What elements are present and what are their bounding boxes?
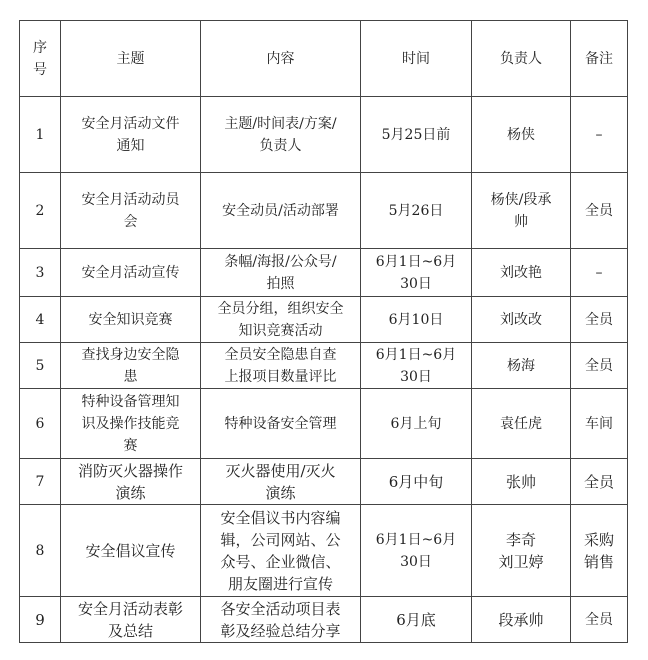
cell-time: 5月25日前	[361, 97, 472, 173]
activity-schedule-table	[19, 20, 628, 643]
cell-index: 6	[20, 389, 61, 459]
cell-time: 6月底	[361, 597, 472, 643]
cell-time: 6月上旬	[361, 389, 472, 459]
cell-remark: 全员	[571, 459, 628, 505]
cell-content: 安全动员/活动部署	[201, 173, 361, 249]
cell-remark: 采购 销售	[571, 505, 628, 597]
header-topic: 主题	[61, 21, 201, 97]
table-row	[20, 597, 628, 643]
cell-time: 6月1日~6月 30日	[361, 343, 472, 389]
cell-remark: –	[571, 249, 628, 297]
header-owner: 负责人	[472, 21, 571, 97]
cell-owner: 杨海	[472, 343, 571, 389]
cell-index: 7	[20, 459, 61, 505]
cell-content: 特种设备安全管理	[201, 389, 361, 459]
cell-topic: 安全月活动宣传	[61, 249, 201, 297]
cell-owner: 袁任虎	[472, 389, 571, 459]
table-row	[20, 343, 628, 389]
cell-time: 6月中旬	[361, 459, 472, 505]
cell-topic: 查找身边安全隐 患	[61, 343, 201, 389]
cell-index: 4	[20, 297, 61, 343]
cell-content: 安全倡议书内容编 辑，公司网站、公 众号、企业微信、 朋友圈进行宣传	[201, 505, 361, 597]
cell-remark: 全员	[571, 343, 628, 389]
cell-content: 灭火器使用/灭火 演练	[201, 459, 361, 505]
cell-topic: 消防灭火器操作 演练	[61, 459, 201, 505]
activity-schedule-table-wrapper	[19, 20, 628, 643]
cell-index: 9	[20, 597, 61, 643]
cell-topic: 安全月活动动员 会	[61, 173, 201, 249]
cell-topic: 安全月活动文件 通知	[61, 97, 201, 173]
table-row	[20, 297, 628, 343]
cell-index: 5	[20, 343, 61, 389]
cell-remark: –	[571, 97, 628, 173]
cell-topic: 特种设备管理知 识及操作技能竞 赛	[61, 389, 201, 459]
cell-index: 3	[20, 249, 61, 297]
cell-content: 全员安全隐患自查 上报项目数量评比	[201, 343, 361, 389]
cell-remark: 全员	[571, 297, 628, 343]
cell-owner: 刘改改	[472, 297, 571, 343]
cell-index: 2	[20, 173, 61, 249]
cell-content: 全员分组，组织安全 知识竞赛活动	[201, 297, 361, 343]
cell-topic: 安全月活动表彰 及总结	[61, 597, 201, 643]
cell-time: 5月26日	[361, 173, 472, 249]
cell-time: 6月10日	[361, 297, 472, 343]
cell-owner: 李奇 刘卫婷	[472, 505, 571, 597]
cell-owner: 杨侠/段承 帅	[472, 173, 571, 249]
cell-owner: 段承帅	[472, 597, 571, 643]
cell-owner: 刘改艳	[472, 249, 571, 297]
cell-remark: 车间	[571, 389, 628, 459]
table-row	[20, 459, 628, 505]
cell-remark: 全员	[571, 597, 628, 643]
header-row	[20, 21, 628, 97]
cell-index: 1	[20, 97, 61, 173]
table-row	[20, 97, 628, 173]
cell-remark: 全员	[571, 173, 628, 249]
cell-index: 8	[20, 505, 61, 597]
header-index: 序 号	[20, 21, 61, 97]
header-time: 时间	[361, 21, 472, 97]
cell-owner: 张帅	[472, 459, 571, 505]
cell-content: 各安全活动项目表 彰及经验总结分享	[201, 597, 361, 643]
cell-topic: 安全倡议宣传	[61, 505, 201, 597]
header-remark: 备注	[571, 21, 628, 97]
cell-content: 主题/时间表/方案/ 负责人	[201, 97, 361, 173]
cell-topic: 安全知识竞赛	[61, 297, 201, 343]
cell-content: 条幅/海报/公众号/ 拍照	[201, 249, 361, 297]
header-content: 内容	[201, 21, 361, 97]
table-row	[20, 389, 628, 459]
table-row	[20, 249, 628, 297]
table-row	[20, 173, 628, 249]
table-row	[20, 505, 628, 597]
cell-time: 6月1日~6月 30日	[361, 505, 472, 597]
cell-time: 6月1日~6月 30日	[361, 249, 472, 297]
cell-owner: 杨侠	[472, 97, 571, 173]
